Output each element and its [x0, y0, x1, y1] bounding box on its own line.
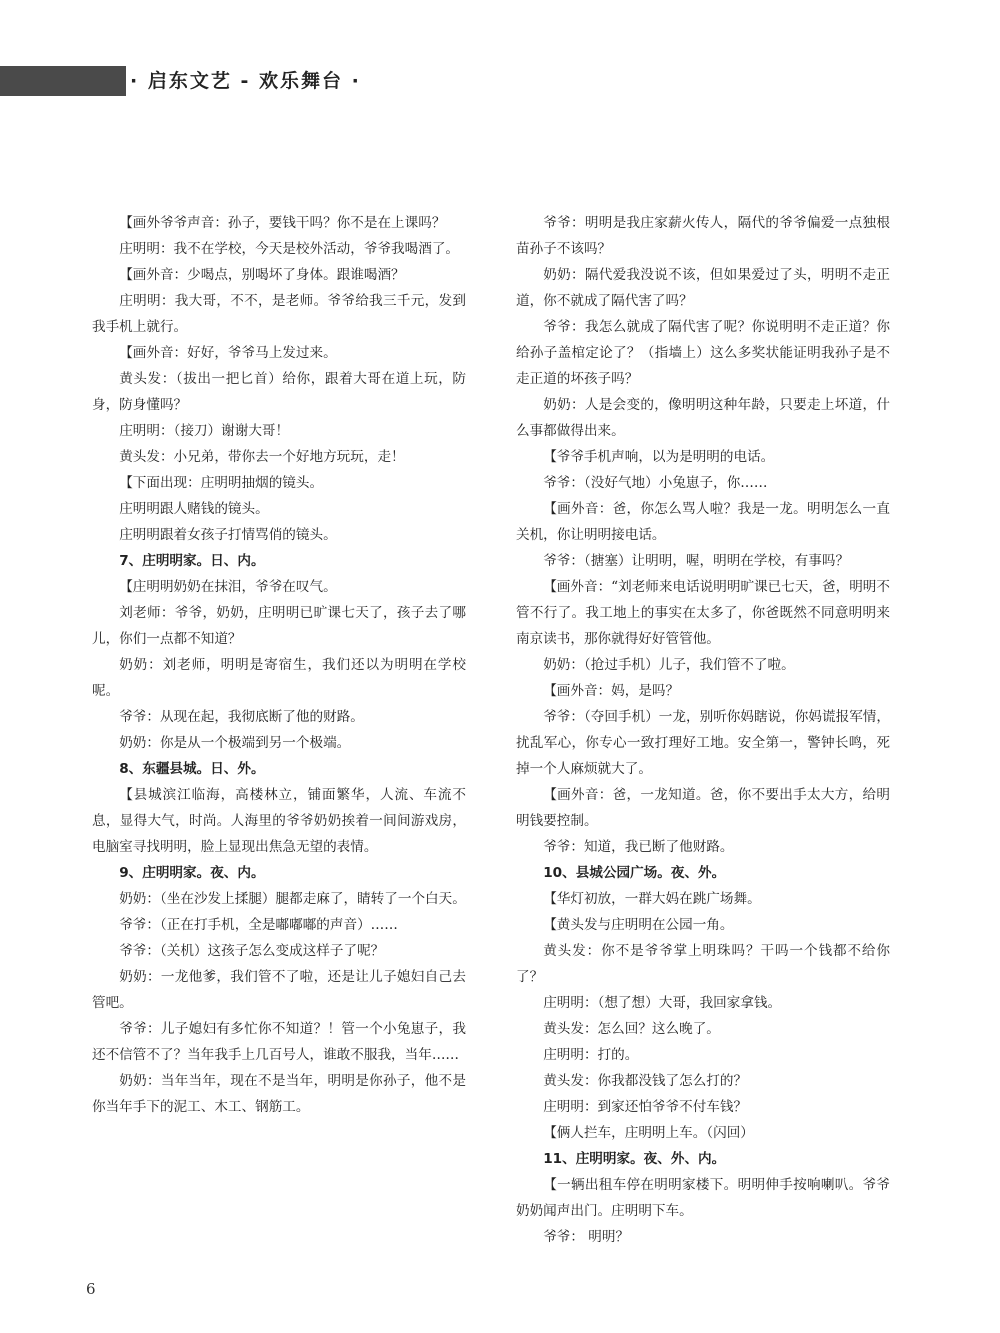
- script-paragraph: 爷爷：（正在打手机，全是嘟嘟嘟的声音）……: [119, 917, 398, 933]
- script-paragraph: 【画外音：少喝点，别喝坏了身体。跟谁喝酒？: [119, 267, 405, 283]
- script-paragraph: 黄头发：你不是爷爷掌上明珠吗？干吗一个钱都不给你了？: [516, 943, 890, 985]
- scene-heading: 10、县城公园广场。夜、外。: [543, 865, 726, 881]
- script-paragraph: 奶奶：人是会变的，像明明这种年龄，只要走上坏道，什么事都做得出来。: [516, 397, 890, 439]
- script-paragraph: 【画外音：爸，你怎么骂人啦？我是一龙。明明怎么一直关机，你让明明接电话。: [516, 501, 890, 543]
- script-paragraph: 爷爷：（关机）这孩子怎么变成这样子了呢？: [119, 943, 385, 959]
- script-paragraph: 爷爷：从现在起，我彻底断了他的财路。: [119, 709, 364, 725]
- section-header: · 启东文艺 - 欢乐舞台 ·: [130, 70, 361, 92]
- script-paragraph: 奶奶：你是从一个极端到另一个极端。: [119, 735, 351, 751]
- script-paragraph: 庄明明：我不在学校，今天是校外活动，爷爷我喝酒了。: [119, 241, 460, 257]
- script-paragraph: 爷爷：知道，我已断了他财路。: [543, 839, 734, 855]
- script-paragraph: 爷爷：我怎么就成了隔代害了呢？你说明明不走正道？你给孙子盖棺定论了？（指墙上）这么多奖状能证明我孙子是不走正道的坏孩子吗？: [516, 319, 890, 387]
- script-paragraph: 奶奶：（坐在沙发上揉腿）腿都走麻了，睛转了一个白天。: [119, 891, 466, 907]
- script-paragraph: 庄明明跟人赌钱的镜头。: [119, 501, 269, 517]
- script-paragraph: 爷爷：明明是我庄家薪火传人，隔代的爷爷偏爱一点独根苗孙子不该吗？: [516, 215, 890, 257]
- script-paragraph: 庄明明：打的。: [543, 1047, 639, 1063]
- script-paragraph: 黄头发：怎么回？这么晚了。: [543, 1021, 720, 1037]
- script-paragraph: 【画外音：妈，是吗？: [543, 683, 680, 699]
- script-paragraph: 爷爷： 明明？: [543, 1229, 630, 1245]
- script-paragraph: 【画外音：好好，爷爷马上发过来。: [119, 345, 337, 361]
- script-paragraph: 爷爷：儿子媳妇有多忙你不知道？！管一个小兔崽子，我还不信管不了？当年我手上几百号人，谁敢不服我，当年……: [92, 1021, 466, 1063]
- script-paragraph: 【庄明明奶奶在抹泪，爷爷在叹气。: [119, 579, 337, 595]
- script-paragraph: 【俩人拦车，庄明明上车。（闪回）: [543, 1125, 754, 1141]
- right-column: [516, 210, 890, 1250]
- header-band: [0, 66, 126, 96]
- script-paragraph: 【画外音：爸，一龙知道。爸，你不要出手太大方，给明明钱要控制。: [516, 787, 890, 829]
- script-paragraph: 刘老师：爷爷，奶奶，庄明明已旷课七天了，孩子去了哪儿，你们一点都不知道？: [92, 605, 466, 647]
- script-paragraph: 奶奶：一龙他爹，我们管不了啦，还是让儿子媳妇自己去管吧。: [92, 969, 466, 1011]
- script-paragraph: 奶奶：隔代爱我没说不该，但如果爱过了头，明明不走正道，你不就成了隔代害了吗？: [516, 267, 890, 309]
- script-paragraph: 奶奶：当年当年，现在不是当年，明明是你孙子，他不是你当年手下的泥工、木工、钢筋工。: [92, 1073, 466, 1115]
- script-paragraph: 庄明明：到家还怕爷爷不付车钱？: [543, 1099, 748, 1115]
- page-number: 6: [86, 1280, 96, 1298]
- script-paragraph: 黄头发：你我都没钱了怎么打的？: [543, 1073, 748, 1089]
- scene-heading: 8、东疆县城。日、外。: [119, 761, 265, 777]
- script-paragraph: 爷爷：（搪塞）让明明，喔，明明在学校，有事吗？: [543, 553, 850, 569]
- script-paragraph: 庄明明跟着女孩子打情骂俏的镜头。: [119, 527, 337, 543]
- script-paragraph: 【一辆出租车停在明明家楼下。明明伸手按响喇叭。爷爷奶奶闻声出门。庄明明下车。: [516, 1177, 890, 1219]
- script-paragraph: 黄头发：（拔出一把匕首）给你，跟着大哥在道上玩，防身，防身懂吗？: [92, 371, 466, 413]
- script-paragraph: 奶奶：刘老师，明明是寄宿生，我们还以为明明在学校呢。: [92, 657, 466, 699]
- left-column: [92, 210, 466, 1120]
- script-paragraph: 【县城滨江临海，高楼林立，铺面繁华，人流、车流不息，显得大气，时尚。人海里的爷爷奶奶挨着一间间游戏房，电脑室寻找明明，脸上显现出焦急无望的表情。: [92, 787, 466, 855]
- script-paragraph: 【爷爷手机声响，以为是明明的电话。: [543, 449, 775, 465]
- script-paragraph: 【画外音：“刘老师来电话说明明旷课已七天，爸，明明不管不行了。我工地上的事实在太多了，你爸既然不同意明明来南京读书，那你就得好好管管他。: [516, 579, 890, 647]
- script-paragraph: 庄明明：我大哥，不不，是老师。爷爷给我三千元，发到我手机上就行。: [92, 293, 466, 335]
- script-paragraph: 【黄头发与庄明明在公园一角。: [543, 917, 734, 933]
- script-paragraph: 黄头发：小兄弟，带你去一个好地方玩玩，走！: [119, 449, 405, 465]
- script-paragraph: 【华灯初放，一群大妈在跳广场舞。: [543, 891, 761, 907]
- script-paragraph: 【画外爷爷声音：孙子，要钱干吗？你不是在上课吗？: [119, 215, 446, 231]
- script-paragraph: 【下面出现：庄明明抽烟的镜头。: [119, 475, 324, 491]
- scene-heading: 11、庄明明家。夜、外、内。: [543, 1151, 726, 1167]
- script-paragraph: 庄明明：（接刀）谢谢大哥！: [119, 423, 290, 439]
- script-paragraph: 庄明明：（想了想）大哥，我回家拿钱。: [543, 995, 782, 1011]
- script-paragraph: 爷爷：（没好气地）小兔崽子，你……: [543, 475, 768, 491]
- scene-heading: 9、庄明明家。夜、内。: [119, 865, 265, 881]
- script-paragraph: 爷爷：（夺回手机）一龙，别听你妈瞎说，你妈谎报军情，扰乱军心，你专心一致打理好工地。安全第一，警钟长鸣，死掉一个人麻烦就大了。: [516, 709, 890, 777]
- script-paragraph: 奶奶：（抢过手机）儿子，我们管不了啦。: [543, 657, 795, 673]
- scene-heading: 7、庄明明家。日、内。: [119, 553, 265, 569]
